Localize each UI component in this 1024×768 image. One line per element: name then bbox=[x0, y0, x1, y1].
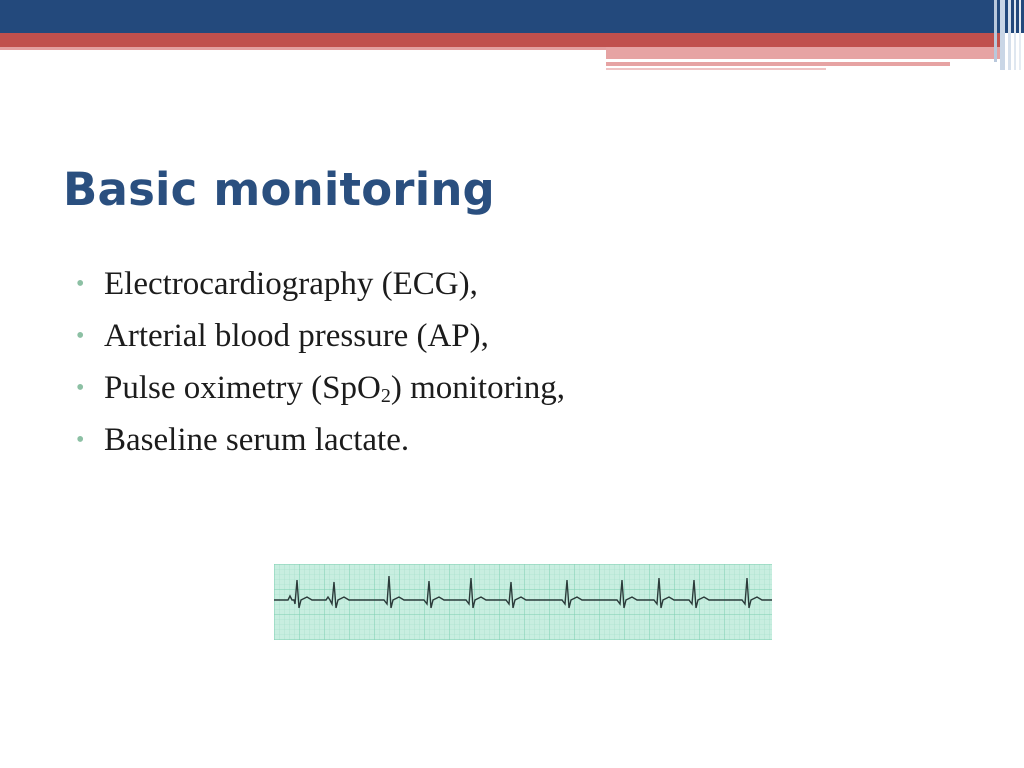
header-right-stripe-2 bbox=[1000, 0, 1005, 70]
header-right-stripe-3 bbox=[1008, 0, 1011, 70]
slide-title: Basic monitoring bbox=[63, 163, 495, 216]
bullet-dot: • bbox=[76, 323, 85, 349]
bullet-text-lactate: Baseline serum lactate. bbox=[104, 422, 410, 458]
bullet-dot: • bbox=[76, 375, 85, 401]
bullet-item bbox=[76, 362, 565, 414]
header-red-thin-line bbox=[0, 47, 606, 50]
header-red-band bbox=[0, 33, 1000, 47]
bullet-item bbox=[76, 414, 565, 466]
bullet-dot: • bbox=[76, 427, 85, 453]
bullet-text-ecg: Electrocardiography (ECG), bbox=[104, 266, 478, 302]
bullet-text-spo2 bbox=[104, 370, 565, 406]
header-right-stripe-1 bbox=[994, 0, 997, 62]
bullet-text-spo2-before: Pulse oximetry (SpO bbox=[104, 370, 381, 406]
header-right-stripe-5 bbox=[1019, 0, 1021, 70]
bullet-text-spo2-after: ) monitoring, bbox=[390, 370, 565, 406]
header-blue-band bbox=[0, 0, 1024, 33]
bullet-text-spo2-subscript: 2 bbox=[380, 385, 391, 407]
bullet-dot: • bbox=[76, 271, 85, 297]
header-pink-line bbox=[606, 62, 950, 66]
bullet-list bbox=[76, 258, 565, 466]
header-decoration bbox=[0, 0, 1024, 72]
ecg-strip-image bbox=[274, 564, 772, 640]
header-pink-line-2 bbox=[606, 68, 826, 70]
bullet-item bbox=[76, 258, 565, 310]
bullet-item bbox=[76, 310, 565, 362]
header-right-stripe-4 bbox=[1014, 0, 1016, 70]
header-pink-band bbox=[606, 47, 1000, 59]
bullet-text-ap: Arterial blood pressure (AP), bbox=[104, 318, 489, 354]
